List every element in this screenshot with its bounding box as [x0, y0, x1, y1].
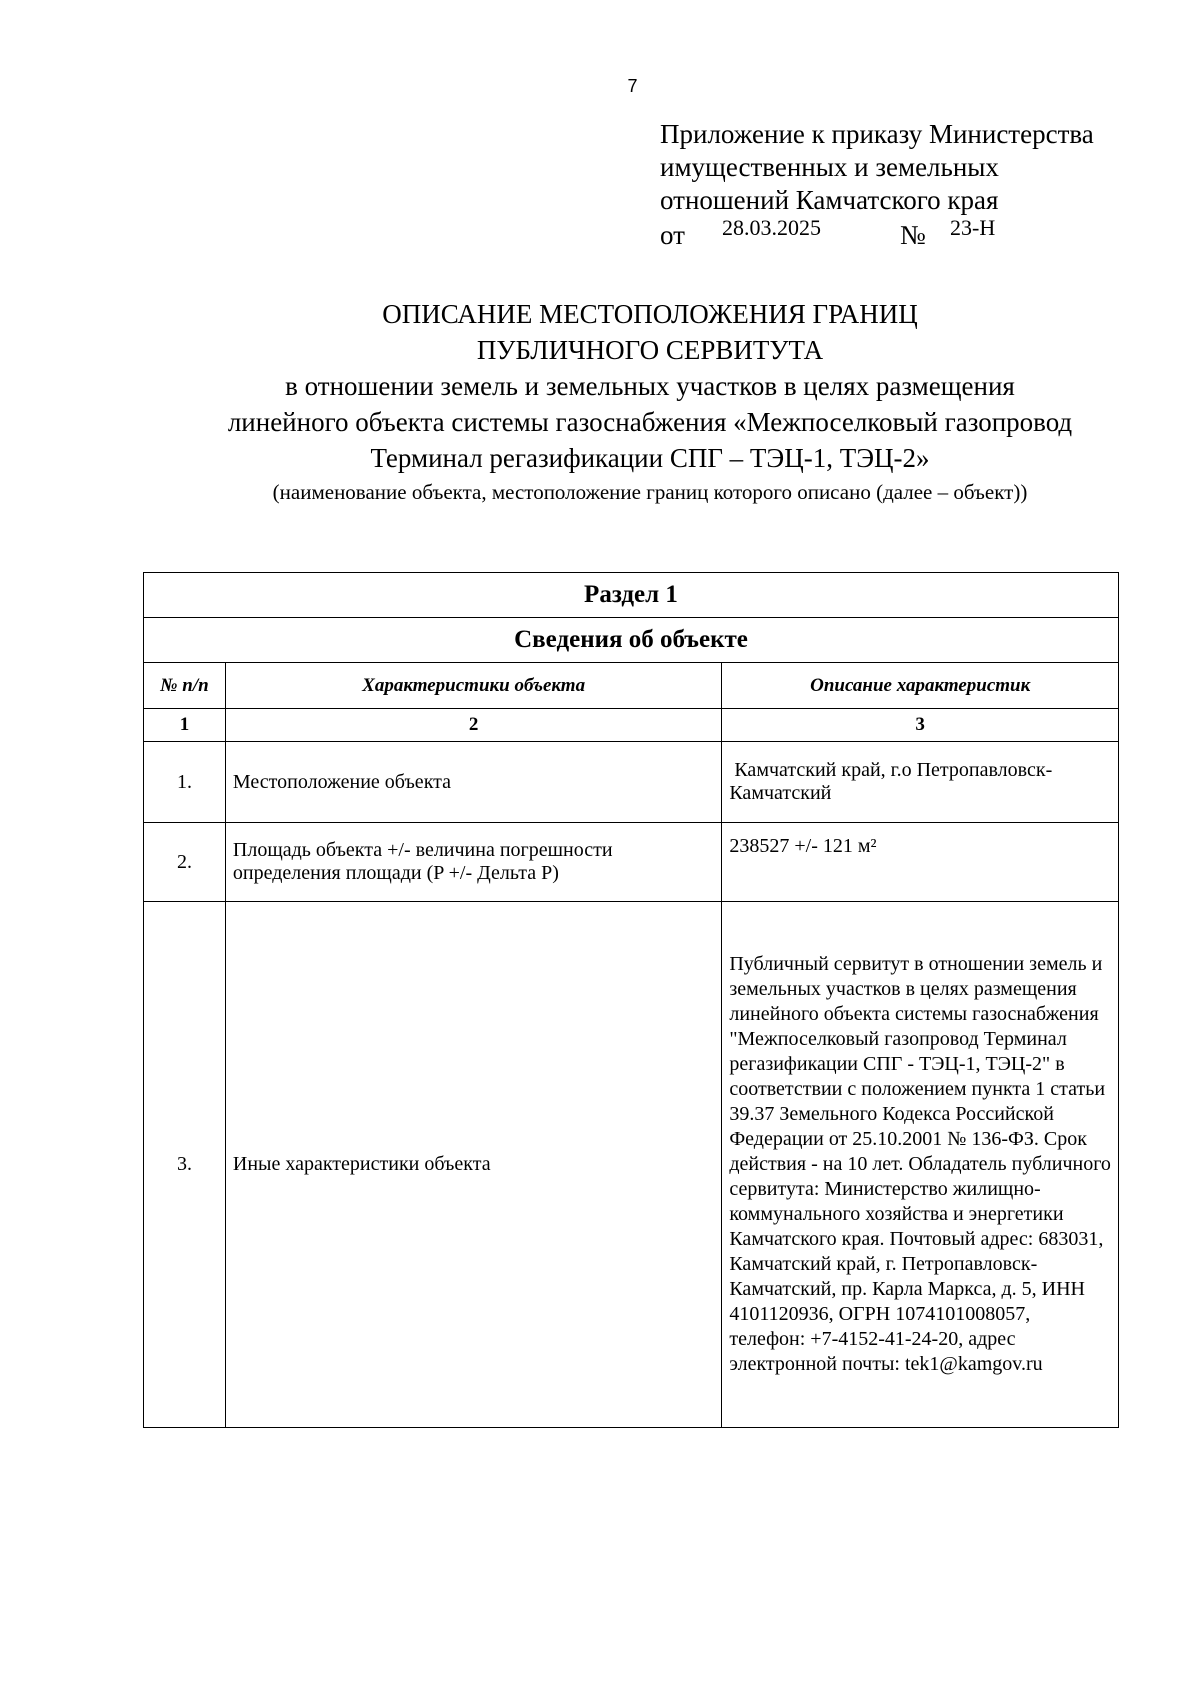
- order-date: 28.03.2025: [722, 215, 821, 240]
- number-sign: №: [900, 220, 926, 250]
- section-label: Раздел 1: [144, 573, 1119, 618]
- subtitle-line-3: Терминал регазификации СПГ – ТЭЦ-1, ТЭЦ-2»: [370, 443, 930, 473]
- object-info-table: [143, 572, 1119, 1428]
- column-number: 1: [144, 709, 226, 742]
- subtitle-line-1: в отношении земель и земельных участков в целях размещения: [285, 371, 1015, 401]
- characteristic-description: 238527 +/- 121 м²: [722, 823, 1119, 902]
- column-number: 2: [225, 709, 721, 742]
- characteristic-name: Местоположение объекта: [225, 742, 721, 823]
- section-row: [144, 573, 1119, 618]
- header-line: Приложение к приказу Министерства: [660, 119, 1094, 149]
- order-number: 23-Н: [950, 215, 996, 240]
- title-note: (наименование объекта, местоположение границ которого описано (далее – объект)): [272, 480, 1028, 504]
- header-line: отношений Камчатского края: [660, 185, 999, 215]
- table-row: [144, 742, 1119, 823]
- header-line: имущественных и земельных: [660, 152, 999, 182]
- table-row: [144, 823, 1119, 902]
- characteristic-description: Камчатский край, г.о Петропавловск-Камчатский: [722, 742, 1119, 823]
- table-row: [144, 902, 1119, 1428]
- characteristic-name: Площадь объекта +/- величина погрешности определения площади (P +/- Дельта P): [225, 823, 721, 902]
- subtitle-line-2: линейного объекта системы газоснабжения «Межпоселковый газопровод: [227, 407, 1073, 437]
- column-header-row: [144, 663, 1119, 709]
- row-number: 3.: [144, 902, 226, 1428]
- row-number: 2.: [144, 823, 226, 902]
- section-title-row: [144, 618, 1119, 663]
- page-number: 7: [627, 76, 638, 96]
- title-line-2: ПУБЛИЧНОГО СЕРВИТУТА: [476, 335, 824, 365]
- column-header: № п/п: [144, 663, 226, 709]
- characteristic-name: Иные характеристики объекта: [225, 902, 721, 1428]
- column-number-row: [144, 709, 1119, 742]
- appendix-header: [660, 118, 1094, 253]
- section-title: Сведения об объекте: [144, 618, 1119, 663]
- column-header: Характеристики объекта: [225, 663, 721, 709]
- title-line-1: ОПИСАНИЕ МЕСТОПОЛОЖЕНИЯ ГРАНИЦ: [382, 299, 918, 329]
- row-number: 1.: [144, 742, 226, 823]
- order-date-number: [660, 217, 1094, 253]
- column-number: 3: [722, 709, 1119, 742]
- column-header: Описание характеристик: [722, 663, 1119, 709]
- date-prefix: от: [660, 220, 685, 250]
- document-title: [0, 296, 1200, 506]
- characteristic-description: Публичный сервитут в отношении земель и земельных участков в целях размещения линейного объекта системы газоснабжения "Межпоселковый газопровод Терминал регазификации СПГ - ТЭЦ-1, ТЭЦ-2" в соответствии с положением пункта 1 статьи 39.37 Земельного Кодекса Российской Федерации от 25.10.2001 № 136-ФЗ. Срок действия - на 10 лет. Обладатель публичного сервитута: Министерство жилищно-коммунального хозяйства и энергетики Камчатского края. Почтовый адрес: 683031, Камчатский край, г. Петропавловск-Камчатский, пр. Карла Маркса, д. 5, ИНН 4101120936, ОГРН 1074101008057, телефон: +7-4152-41-24-20, адрес электронной почты: tek1@kamgov.ru: [722, 902, 1119, 1428]
